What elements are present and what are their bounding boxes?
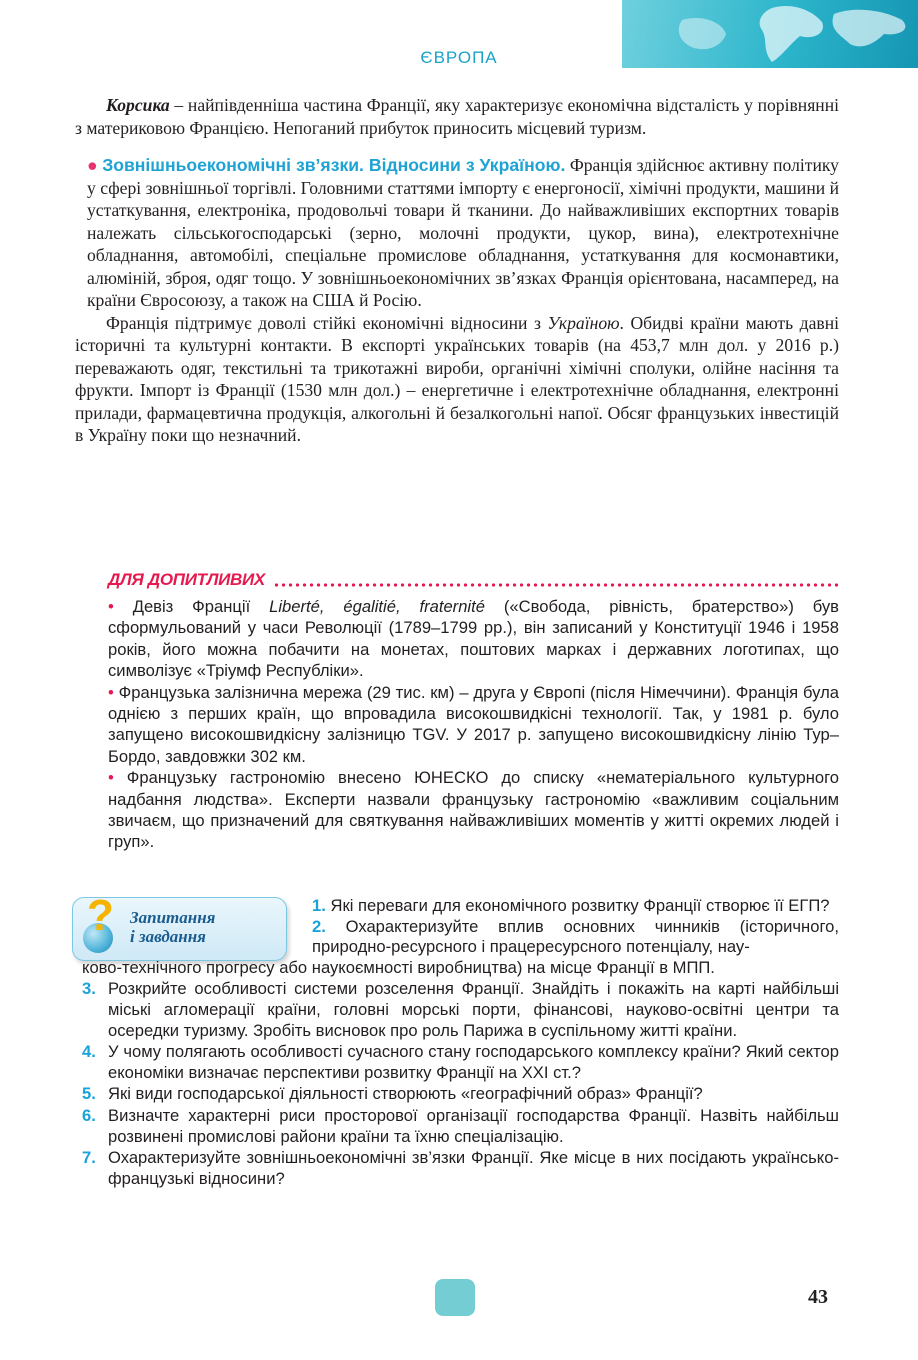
section-header: ЄВРОПА	[420, 48, 498, 67]
curious-item-railway: • Французька залізнична мережа (29 тис. км) – друга у Європі (після Німеччини). Франція була однією з перших країн, що впровадила високошвидкісні технології. Так, у 1981 р. було запущено високошвидкісну залізницю TGV. У 2017 р. запущено високошвидкісну лінію Тур–Бордо, завдовжки 302 км.	[108, 682, 839, 766]
for-curious-section	[108, 570, 839, 853]
dotted-rule	[273, 583, 839, 587]
bullet-icon: ●	[87, 155, 98, 175]
paragraph-trade: ● Зовнішньоекономічні зв’язки. Відносини з Україною. Франція здійснює активну політику у сфері зовнішньої торгівлі. Головними статтями імпорту є енергоносії, хімічні продукти, машини й устаткування, електроніка, продовольчі товари й тканини. До найважливіших експортних товарів належать сільськогосподарські (зерно, молочні продукти, цукор, вина), електротехнічне обладнання, автомобілі, спеціальне промислове обладнання, устаткування для космонавтики, алюміній, зброя, одяг тощо. У зовнішньоекономічних зв’язках Франція орієнтована, насамперед, на країни Євросоюзу, а також на США й Росію.	[87, 155, 839, 310]
question-item: 5. Які види господарської діяльності створюють «географічний образ» Франції?	[82, 1084, 703, 1104]
question-item: 2. Охарактеризуйте вплив основних чинників (історичного, природно-ресурсного і працересурсного потенціалу, нау- ково-технічного прогресу або наукоємності виробництва) на місце Франції в МПП.	[82, 916, 839, 977]
question-item: 3. Розкрийте особливості системи розселення Франції. Знайдіть і покажіть на карті найбільші міські агломерації країни, головні морські порти, фінансові, науково-освітні центри та осередки туризму. Зробіть висновок про роль Парижа в суспільному житті країни.	[82, 979, 839, 1040]
term-corsica: Корсика	[106, 95, 170, 115]
paragraph-ukraine: Франція підтримує доволі стійкі економічні відносини з Україною. Обидві країни мають давні історичні та культурні контакти. В експорті українських товарів (на 453,7 млн дол. у 2016 р.) переважають одяг, текстильні та трикотажні вироби, органічні хімічні сполуки, олійне насіння та фрукти. Імпорт із Франції (1530 млн дол.) – енергетичне і електротехнічне обладнання, електронні прилади, фармацевтична продукція, алкогольні й безалкогольні напої. Обсяг французьких інвестицій в Україну поки що незначний.	[75, 312, 840, 445]
curious-item-gastronomy: • Французьку гастрономію внесено ЮНЕСКО до списку «нематеріального культурного надбання людства». Експерти назвали французьку гастрономію «важливим соціальним звичаєм, що призначений для святкування найважливіших моментів у житті окремих людей і груп».	[108, 768, 839, 852]
page-tab-decoration	[435, 1279, 475, 1316]
bullet-icon: •	[108, 768, 114, 788]
questions-list	[82, 891, 839, 1189]
question-item: 1. Які переваги для економічного розвитку Франції створює її ЕГП?	[312, 896, 830, 915]
questions-box-title: Запитання і завдання	[130, 908, 216, 946]
question-item: 4. У чому полягають особливості сучасного стану господарського комплексу країни? Який сектор економіки визначає перспективи розвитку Франції на XXI ст.?	[82, 1042, 839, 1082]
for-curious-body	[108, 596, 839, 853]
trade-heading: Зовнішньоекономічні зв’язки. Відносини з Україною.	[102, 155, 566, 175]
question-mark-icon: ?	[87, 891, 114, 940]
paragraph-corsica: Корсика – найпівденніша частина Франції, яку характеризує економічна відсталість у порівнянні з материковою Францією. Непоганий прибуток приносить місцевий туризм.	[75, 95, 839, 138]
term-ukraine: Україною	[547, 312, 620, 333]
main-text	[75, 94, 839, 447]
curious-item-motto: • Девіз Франції Liberté, égalitié, fraternité («Свобода, рівність, братерство») був сформульований у часи Революції (1789–1799 рр.), він записаний у Конституції 1946 і 1958 років, його можна побачити на монетах, поштових марках і державних логотипах, що символізує «Тріумф Республіки».	[108, 597, 839, 681]
bullet-icon: •	[108, 597, 114, 616]
question-item: 7. Охарактеризуйте зовнішньоекономічні зв’язки Франції. Яке місце в них посідають українсько-французькі відносини?	[82, 1148, 839, 1188]
question-item: 6. Визначте характерні риси просторової організації господарства Франції. Назвіть найбільш розвинені промислові райони країни та їхню спеціалізацію.	[82, 1105, 839, 1146]
for-curious-title: ДЛЯ ДОПИТЛИВИХ	[108, 570, 839, 590]
bullet-icon: •	[108, 682, 114, 702]
page-number: 43	[808, 1286, 828, 1308]
